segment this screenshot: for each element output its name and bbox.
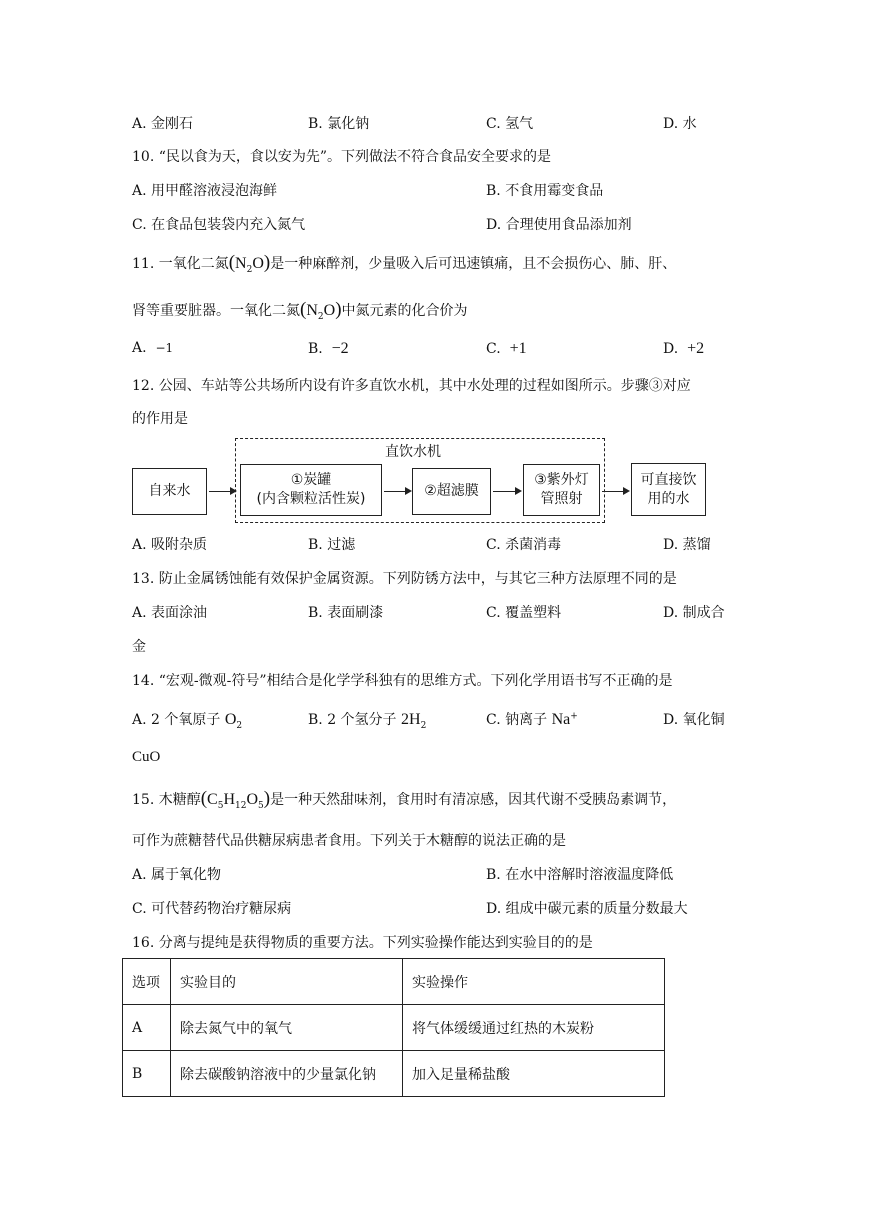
diagram-step1-line1: ①炭罐 [290, 472, 332, 488]
q15-stem-line2: 可作为蔗糖替代品供糖尿病患者食用。下列关于木糖醇的说法正确的是 [132, 833, 566, 849]
table-cell: B [123, 1051, 171, 1097]
diagram-step1-line2: (内含颗粒活性炭) [256, 491, 366, 507]
table-row [123, 1005, 665, 1051]
q15-option-d: D. 组成中碳元素的质量分数最大 [486, 901, 688, 917]
table-cell: 除去氮气中的氧气 [171, 1005, 403, 1051]
diagram-source-box [132, 468, 207, 515]
diagram-output-line2: 用的水 [647, 490, 690, 507]
q11-option-a-letter: A. [132, 340, 147, 356]
q13-option-d-wrap: 金 [132, 639, 146, 655]
q11-formula2-sub: 2 [317, 311, 324, 322]
q15-formula-o-sub: 5 [258, 800, 264, 811]
q11-formula2-n: N [306, 302, 318, 319]
q14-option-a-formula: O [224, 711, 237, 728]
q16-stem: 16. 分离与提纯是获得物质的重要方法。下列实验操作能达到实验目的的是 [132, 935, 593, 951]
q11-formula-sub: 2 [246, 264, 253, 275]
q11-stem-line1: 11. 一氧化二氮$(N_2O)$是一种麻醉剂，少量吸入后可迅速镇痛，且不会损伤心、肺、肝、 [132, 252, 677, 275]
q15-formula-h-sub: 12 [235, 800, 247, 811]
arrow-icon [493, 491, 520, 492]
table-cell: 除去碳酸钠溶液中的少量氯化钠 [171, 1051, 403, 1097]
q15-text-pre: 15. 木糖醇 [132, 792, 201, 808]
q11-option-c [486, 340, 527, 358]
table-cell: A [123, 1005, 171, 1051]
q15-option-b: B. 在水中溶解时溶液温度降低 [486, 867, 674, 883]
q11-option-b-letter: B. [308, 341, 323, 357]
q9-option-b: B. 氯化钠 [308, 116, 370, 132]
q14-option-a-text: A. 2 个氧原子 [132, 712, 221, 728]
q13-option-b: B. 表面刷漆 [308, 605, 384, 621]
q10-option-a: A. 用甲醛溶液浸泡海鲜 [132, 183, 278, 199]
q12-stem-line1: 12. 公园、车站等公共场所内设有许多直饮水机，其中水处理的过程如图所示。步骤③对应 [132, 378, 691, 394]
diagram-frame-label: 直饮水机 [385, 444, 441, 460]
q12-option-c: C. 杀菌消毒 [486, 537, 562, 553]
q11-formula-o: O [252, 255, 264, 272]
q13-option-c: C. 覆盖塑料 [486, 605, 562, 621]
q15-formula-c: C [207, 791, 218, 808]
q13-stem: 13. 防止金属锈蚀能有效保护金属资源。下列防锈方法中，与其它三种方法原理不同的是 [132, 571, 677, 587]
q11-option-b [308, 340, 349, 358]
q10-option-c: C. 在食品包装袋内充入氮气 [132, 217, 306, 233]
diagram-step2-box [412, 468, 491, 515]
q12-option-a: A. 吸附杂质 [132, 537, 208, 553]
q14-stem: 14. “宏观-微观-符号”相结合是化学学科独有的思维方式。下列化学用语书写不正确的是 [132, 673, 673, 689]
q11-option-a-value: −1 [155, 341, 174, 355]
q11-option-d [663, 340, 704, 358]
table-header-row [123, 959, 665, 1005]
q11-formula2-o: O [323, 302, 336, 319]
q11-text2-post: 中氮元素的化合价为 [341, 303, 468, 319]
diagram-output-line1: 可直接饮 [640, 471, 697, 488]
arrow-icon [384, 491, 410, 492]
q14-option-d-formula: CuO [132, 749, 161, 765]
q14-option-d: D. 氧化铜 [663, 712, 725, 728]
q10-stem: 10. “民以食为天，食以安为先”。下列做法不符合食品安全要求的是 [132, 149, 552, 165]
q11-text2-pre: 肾等重要脏器。一氧化二氮 [132, 303, 300, 319]
q14-option-c [486, 709, 578, 729]
q11-option-b-value: −2 [331, 340, 349, 357]
q14-option-b-formula: 2H [401, 711, 421, 728]
diagram-step3-box [523, 464, 600, 516]
table-header-cell: 实验操作 [403, 959, 665, 1005]
q15-option-c: C. 可代替药物治疗糖尿病 [132, 901, 292, 917]
q11-option-d-value: +2 [687, 340, 705, 357]
arrow-icon [209, 491, 235, 492]
q15-text-post: 是一种天然甜味剂，食用时有清凉感，因其代谢不受胰岛素调节， [270, 792, 677, 808]
q14-option-c-text: C. 钠离子 [486, 712, 548, 728]
diagram-step3-line2: 管照射 [540, 491, 583, 507]
table-row [123, 1051, 665, 1097]
diagram-step3-line1: ③紫外灯 [534, 472, 589, 488]
q9-option-a: A. 金刚石 [132, 116, 194, 132]
q12-option-d: D. 蒸馏 [663, 537, 711, 553]
q11-option-d-letter: D. [663, 341, 679, 357]
table-cell: 加入足量稀盐酸 [403, 1051, 665, 1097]
q13-option-a: A. 表面涂油 [132, 605, 208, 621]
q9-option-d: D. 水 [663, 116, 697, 132]
diagram-step2-label: ②超滤膜 [424, 483, 479, 499]
q15-formula-c-sub: 5 [217, 800, 224, 811]
q15-option-a: A. 属于氧化物 [132, 867, 222, 883]
q16-table [122, 958, 665, 1097]
q14-option-b-text: B. 2 个氢分子 [308, 712, 397, 728]
q10-option-d: D. 合理使用食品添加剂 [486, 217, 632, 233]
q11-text-post: 是一种麻醉剂，少量吸入后可迅速镇痛，且不会损伤心、肺、肝、 [270, 256, 677, 272]
q14-option-b [308, 709, 426, 731]
q11-text-pre: 11. 一氧化二氮 [132, 256, 229, 272]
table-cell: 将气体缓缓通过红热的木炭粉 [403, 1005, 665, 1051]
q11-formula-n: N [235, 255, 247, 272]
q12-stem-line2: 的作用是 [132, 411, 188, 427]
q15-stem-line1: 15. 木糖醇$(C_5H_{12}O_5)$是一种天然甜味剂，食用时有清凉感，因其代谢不受胰岛素调节， [132, 788, 677, 811]
diagram-output-box [631, 463, 706, 516]
table-header-cell: 实验目的 [171, 959, 403, 1005]
q11-option-c-value: +1 [509, 340, 527, 357]
q14-option-b-sub: 2 [420, 720, 427, 731]
q14-option-a [132, 709, 242, 731]
q11-stem-line2: 肾等重要脏器。一氧化二氮$(N_2O)$中氮元素的化合价为 [132, 299, 468, 322]
q9-option-c: C. 氢气 [486, 116, 534, 132]
q12-option-b: B. 过滤 [308, 537, 356, 553]
q10-option-b: B. 不食用霉变食品 [486, 183, 604, 199]
diagram-step1-box [240, 464, 382, 516]
arrow-icon [602, 491, 628, 492]
q14-option-a-sub: 2 [236, 720, 243, 731]
q14-option-c-formula: Na [551, 711, 571, 728]
q15-formula-o: O [246, 791, 259, 808]
diagram-source-label: 自来水 [148, 483, 191, 499]
q14-option-c-sup: + [570, 711, 578, 722]
q13-option-d: D. 制成合 [663, 605, 725, 621]
q11-option-c-letter: C. [486, 341, 501, 357]
q15-formula-h: H [223, 791, 236, 808]
table-header-cell: 选项 [123, 959, 171, 1005]
q11-option-a [132, 340, 173, 356]
